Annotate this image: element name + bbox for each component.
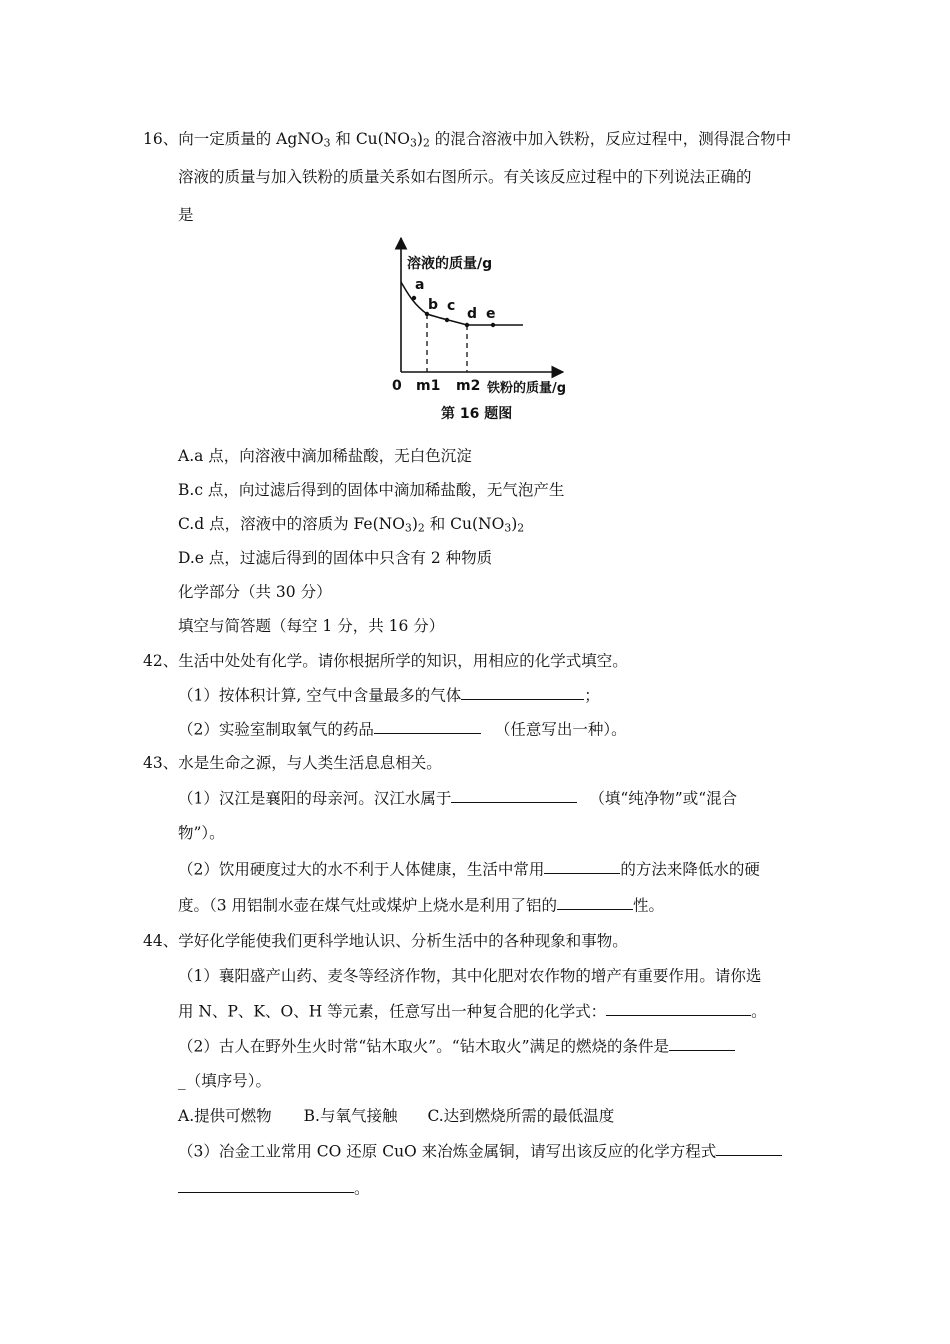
text: 和 Cu(NO [330, 130, 410, 148]
q16-option-c [178, 512, 524, 535]
answer-blank[interactable] [374, 717, 481, 734]
question-number: 44、 [143, 932, 179, 950]
text: 。 [751, 1002, 767, 1021]
point-c [445, 318, 449, 322]
text: 的混合溶液中加入铁粉，反应过程中，测得混合物中 [429, 130, 792, 148]
answer-blank[interactable] [178, 1176, 354, 1193]
label-e: e [486, 306, 496, 322]
subscript: 3 [404, 521, 412, 535]
q44-stem [143, 929, 628, 951]
label-d: d [467, 306, 478, 322]
subscript: 2 [517, 521, 525, 535]
q43-part1-cont: 物”）。 [178, 824, 225, 842]
answer-blank[interactable] [669, 1034, 735, 1051]
label-a: a [415, 277, 425, 293]
q44-part3-cont [178, 1176, 370, 1198]
subscript: 3 [409, 136, 417, 150]
q44-part2-cont [178, 1069, 271, 1091]
text: 水是生命之源，与人类生活息息相关。 [178, 754, 442, 772]
text: 和 Cu(NO [424, 515, 505, 533]
text: ) [416, 130, 423, 148]
q16-line1 [143, 127, 791, 150]
text: （3）冶金工业常用 CO 还原 CuO 来冶炼金属铜，请写出该反应的化学方程式 [178, 1142, 717, 1161]
q43-part2 [178, 857, 760, 879]
question-number: 42、 [143, 652, 179, 670]
text: 的方法来降低水的硬 [620, 860, 760, 879]
q42-part1 [178, 683, 600, 705]
answer-blank[interactable] [451, 786, 577, 803]
text: 生活中处处有化学。请你根据所学的知识，用相应的化学式填空。 [178, 652, 628, 670]
answer-blank[interactable] [544, 857, 620, 874]
q16-figure [383, 232, 598, 428]
q16-line2: 溶液的质量与加入铁粉的质量关系如右图所示。有关该反应过程中的下列说法正确的 [178, 168, 752, 186]
point-d [465, 323, 469, 327]
text: ) [511, 515, 518, 533]
text: 向一定质量的 AgNO [178, 130, 324, 148]
q16-option-d: D.e 点，过滤后得到的固体中只含有 2 种物质 [178, 549, 493, 567]
text: （2）实验室制取氧气的药品 [178, 720, 374, 739]
point-e [491, 323, 495, 327]
q44-part1: （1）襄阳盛产山药、麦冬等经济作物，其中化肥对农作物的增产有重要作用。请你选 [178, 967, 762, 985]
subscript: 3 [323, 136, 331, 150]
text: 度。（3 用铝制水壶在煤气灶或煤炉上烧水是利用了铝的 [178, 896, 558, 915]
text: ； [584, 686, 600, 705]
text: （1）汉江是襄阳的母亲河。汉江水属于 [178, 789, 452, 808]
y-axis-label: 溶液的质量/g [407, 256, 493, 272]
q43-part1 [178, 786, 737, 808]
answer-blank[interactable] [716, 1139, 782, 1156]
option-c: C.达到燃烧所需的最低温度 [427, 1107, 615, 1125]
text: C.d 点，溶液中的溶质为 Fe(NO [178, 515, 405, 533]
q44-options [178, 1104, 614, 1126]
origin-label: 0 [392, 378, 402, 394]
q44-part3 [178, 1139, 782, 1161]
text: 用 N、P、K、O、H 等元素，任意写出一种复合肥的化学式： [178, 1002, 607, 1021]
q43-part2-cont [178, 893, 664, 915]
figure-caption: 第 16 题图 [441, 406, 513, 422]
label-c: c [447, 298, 456, 314]
q43-stem [143, 751, 442, 773]
q44-part2 [178, 1034, 735, 1056]
question-number: 16、 [143, 130, 179, 148]
q42-stem [143, 649, 628, 671]
point-a [412, 296, 416, 300]
q16-line3: 是 [178, 206, 194, 224]
q44-part1-cont [178, 999, 767, 1021]
text: _ [178, 1072, 186, 1090]
q16-option-a: A.a 点，向溶液中滴加稀盐酸，无白色沉淀 [178, 447, 472, 465]
subscript: 2 [417, 521, 425, 535]
text: （2）古人在野外生火时常“钻木取火”。“钻木取火”满足的燃烧的条件是 [178, 1037, 670, 1056]
option-b: B.与氧气接触 [303, 1107, 398, 1125]
text: ) [411, 515, 418, 533]
section-subtitle: 填空与简答题（每空 1 分，共 16 分） [178, 617, 445, 635]
subscript: 2 [422, 136, 430, 150]
option-a: A.提供可燃物 [178, 1107, 272, 1125]
text: （填“纯净物”或“混合 [589, 789, 738, 808]
tick-m1: m1 [416, 378, 441, 394]
text: 学好化学能使我们更科学地认识、分析生活中的各种现象和事物。 [178, 932, 628, 950]
answer-blank[interactable] [606, 999, 751, 1016]
section-title: 化学部分（共 30 分） [178, 583, 332, 601]
q42-part2 [178, 717, 627, 739]
text: （1）按体积计算, 空气中含量最多的气体 [178, 686, 462, 705]
q16-option-b: B.c 点，向过滤后得到的固体中滴加稀盐酸，无气泡产生 [178, 481, 565, 499]
subscript: 3 [504, 521, 512, 535]
question-number: 43、 [143, 754, 179, 772]
text: （填序号）。 [185, 1072, 272, 1090]
text: （任意写出一种）。 [494, 720, 627, 739]
x-axis-label: 铁粉的质量/g [487, 381, 567, 396]
answer-blank[interactable] [461, 683, 584, 700]
label-b: b [428, 297, 439, 313]
text: （2）饮用硬度过大的水不利于人体健康，生活中常用 [178, 860, 545, 879]
tick-m2: m2 [456, 378, 481, 394]
answer-blank[interactable] [557, 893, 633, 910]
text: 。 [354, 1179, 370, 1198]
text: 性。 [633, 896, 665, 915]
